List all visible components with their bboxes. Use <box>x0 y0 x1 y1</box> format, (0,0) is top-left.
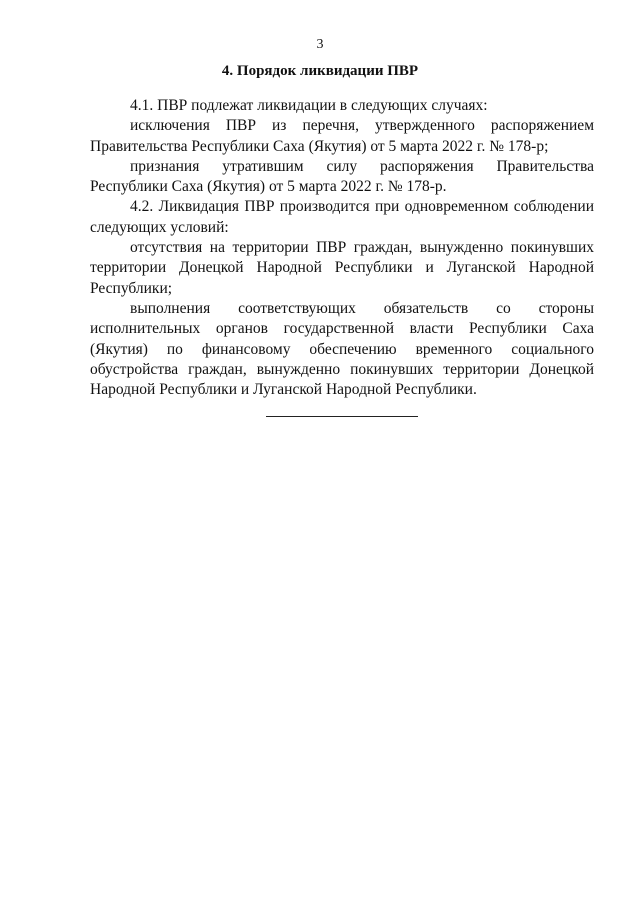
section-body <box>90 96 594 400</box>
end-of-document-rule <box>266 416 418 417</box>
paragraph-exclusion-case: исключения ПВР из перечня, утвержденного распоряжением Правительства Республики Саха (Якутия) от 5 марта 2022 г. № 178-р; <box>90 117 594 155</box>
paragraph-repeal-case: признания утратившим силу распоряжения Правительства Республики Саха (Якутия) от 5 марта 2022 г. № 178-р. <box>90 157 594 196</box>
paragraph-4-1: 4.1. ПВР подлежат ликвидации в следующих случаях: <box>130 97 488 114</box>
page-number: 3 <box>316 37 324 52</box>
section-heading: 4. Порядок ликвидации ПВР <box>221 63 419 79</box>
paragraph-no-citizens-condition: отсутствия на территории ПВР граждан, вынужденно покинувших территории Донецкой Народной Республики и Луганской Народной Республики; <box>90 239 594 297</box>
paragraph-obligations-condition: выполнения соответствующих обязательств со стороны исполнительных органов государственной власти Республики Саха (Якутия) по финансовому обеспечению временного социального обустройства граждан, вынужденно покинувших территории Донецкой Народной Республики и Луганской Народной Республики. <box>90 299 594 399</box>
paragraph-4-2: 4.2. Ликвидация ПВР производится при одновременном соблюдении следующих условий: <box>90 198 594 236</box>
